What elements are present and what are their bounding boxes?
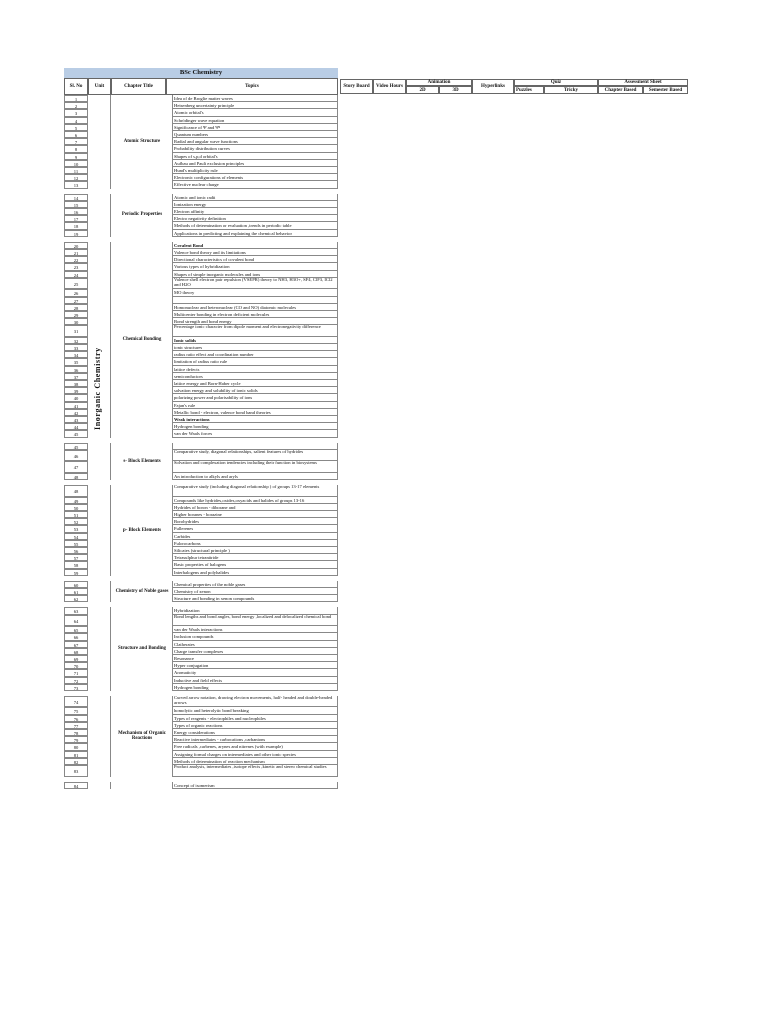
row-sl-no: 23 (64, 263, 88, 270)
chapter-block (110, 95, 111, 189)
table-row (64, 450, 338, 462)
table-row (64, 569, 338, 576)
row-topic: Shapes of s,p,d orbital's (172, 153, 338, 160)
row-sl-no: 57 (64, 554, 88, 561)
row-sl-no: 84 (64, 782, 88, 789)
row-sl-no: 54 (64, 533, 88, 540)
chapter-block (110, 443, 111, 480)
table-row (64, 743, 338, 750)
chapter-block (110, 782, 111, 789)
row-topic: Electro negativity definition (172, 215, 338, 222)
chapter-title: Atomic Structure (123, 139, 161, 145)
table-row (64, 304, 338, 311)
row-topic: Borohydrides (172, 518, 338, 525)
row-topic: Chemistry of xenon (172, 588, 338, 595)
row-topic: Weak interactions (172, 416, 338, 423)
row-sl-no: 20 (64, 242, 88, 249)
table-row (64, 547, 338, 554)
table-row (64, 648, 338, 655)
row-sl-no: 43 (64, 416, 88, 423)
table-row (64, 633, 338, 640)
table-row (64, 95, 338, 102)
row-sl-no: 41 (64, 402, 88, 409)
row-topic: Free radicals ,carbenes, arynes and nitrenes (with example) (172, 743, 338, 750)
table-row (64, 540, 338, 547)
row-topic: Aromaticity (172, 669, 338, 676)
table-row (64, 677, 338, 684)
table-row (64, 581, 338, 588)
chapter-block (110, 485, 111, 576)
row-sl-no: 77 (64, 722, 88, 729)
row-sl-no: 16 (64, 208, 88, 215)
row-sl-no: 53 (64, 525, 88, 532)
row-sl-no: 12 (64, 174, 88, 181)
row-sl-no: 65 (64, 626, 88, 633)
row-topic: van der Waals interactions (172, 626, 338, 633)
table-row (64, 117, 338, 124)
table-row (64, 297, 338, 304)
table-row (64, 167, 338, 174)
chapter-block (110, 194, 111, 237)
row-topic: Hybridization (172, 607, 338, 614)
row-sl-no: 61 (64, 588, 88, 595)
chapter-title: Mechanism of Organic Reactions (118, 730, 166, 742)
row-sl-no: 69 (64, 655, 88, 662)
row-topic: salvation energy and solubility of ionic solids (172, 387, 338, 394)
table-row (64, 615, 338, 627)
row-sl-no: 7 (64, 138, 88, 145)
row-sl-no: 49 (64, 497, 88, 504)
table-row (64, 497, 338, 504)
table-row (64, 696, 338, 708)
table-row (64, 423, 338, 430)
row-sl-no: 52 (64, 518, 88, 525)
header-topics: Topics (166, 78, 338, 95)
row-topic: Atomic orbital's (172, 109, 338, 116)
table-row (64, 595, 338, 602)
table-row (64, 380, 338, 387)
row-topic: ionic structures (172, 344, 338, 351)
row-topic: limitation of radius ratio rule (172, 358, 338, 365)
table-row (64, 518, 338, 525)
row-topic (172, 297, 338, 304)
header-hyperlinks: Hyperlinks (472, 79, 514, 94)
row-sl-no: 51 (64, 511, 88, 518)
row-topic: Assigning formal charges on intermediates and other ionic species (172, 751, 338, 758)
table-row (64, 109, 338, 116)
row-topic: Hyper conjugation (172, 662, 338, 669)
row-topic: Electronic configurations of elements (172, 174, 338, 181)
table-row (64, 722, 338, 729)
row-topic: Methods of determination of reaction mechanism (172, 758, 338, 765)
row-topic: Various types of hybridization (172, 263, 338, 270)
row-topic: Significance of Ψ and Ψ² (172, 124, 338, 131)
row-topic: Electron affinity (172, 208, 338, 215)
table-row (64, 271, 338, 278)
table-row (64, 485, 338, 497)
row-topic: Bond lengths and bond angles, bond energy ,localized and delocalized chemical bond (172, 615, 338, 627)
table-row (64, 145, 338, 152)
table-row (64, 124, 338, 131)
row-sl-no: 45 (64, 443, 88, 450)
row-topic: Multicenter bonding in electron deficient molecules (172, 311, 338, 318)
chapter-title: Periodic Properties (121, 212, 163, 218)
row-sl-no: 9 (64, 153, 88, 160)
table-row (64, 751, 338, 758)
table-row (64, 138, 338, 145)
row-sl-no: 10 (64, 160, 88, 167)
row-sl-no: 81 (64, 751, 88, 758)
table-row (64, 366, 338, 373)
row-sl-no: 58 (64, 561, 88, 568)
row-topic: Basic properties of halogens (172, 561, 338, 568)
row-topic: radius ratio effect and coordination number (172, 351, 338, 358)
row-sl-no: 18 (64, 222, 88, 229)
table-row (64, 561, 338, 568)
table-row (64, 662, 338, 669)
row-topic: Solvation and complexation tendencies including their function in biosystems (172, 461, 338, 473)
row-topic: Methods of determination or evaluation ,trends in periodic table (172, 222, 338, 229)
row-sl-no: 19 (64, 230, 88, 237)
row-sl-no: 4 (64, 117, 88, 124)
row-sl-no: 38 (64, 380, 88, 387)
table-row (64, 473, 338, 480)
row-topic: Types of reagents - electrophiles and nucleophiles (172, 715, 338, 722)
row-topic: Ionic solids (172, 337, 338, 344)
row-sl-no: 31 (64, 325, 88, 337)
row-topic: Inductive and field effects (172, 677, 338, 684)
table-row (64, 102, 338, 109)
table-row (64, 511, 338, 518)
row-topic: Compounds like hydrides,oxides,oxyacids and halides of groups 13-16 (172, 497, 338, 504)
row-sl-no: 70 (64, 662, 88, 669)
row-topic: Valence bond theory and its limitations (172, 249, 338, 256)
table-row (64, 669, 338, 676)
table-row (64, 707, 338, 714)
row-topic: Chemical properties of the noble gases (172, 581, 338, 588)
row-topic: Reactive intermediates - carbocations ,carbanions (172, 736, 338, 743)
table-row (64, 430, 338, 437)
row-topic: Structure and bonding in xenon compounds (172, 595, 338, 602)
table-row (64, 263, 338, 270)
row-topic: Hydrogen bonding (172, 684, 338, 691)
header-semester-based: Semester Based (643, 86, 688, 94)
row-sl-no: 67 (64, 641, 88, 648)
row-topic: Hund's multiplicity rule (172, 167, 338, 174)
chapter-title: Chemistry of Noble gases (115, 588, 169, 594)
row-topic: Heisenberg uncertainty principle (172, 102, 338, 109)
row-topic: Effective nuclear charge (172, 181, 338, 188)
row-topic: Hydrides of boron - diborane and (172, 504, 338, 511)
row-topic: Carbides (172, 533, 338, 540)
chapter-block (110, 696, 111, 777)
row-sl-no: 13 (64, 181, 88, 188)
row-topic: Higher boranes - borazine (172, 511, 338, 518)
row-topic: Shapes of simple inorganic molecules and ions (172, 271, 338, 278)
table-row (64, 337, 338, 344)
row-sl-no: 6 (64, 131, 88, 138)
row-topic: Quantum numbers (172, 131, 338, 138)
header-tricky: Tricky (544, 86, 598, 94)
table-row (64, 289, 338, 296)
row-sl-no: 45 (64, 430, 88, 437)
chapter-title: p- Block Elements (122, 527, 162, 533)
row-topic: homolytic and heterolytic bond breaking (172, 707, 338, 714)
row-sl-no: 66 (64, 633, 88, 640)
row-sl-no: 37 (64, 373, 88, 380)
row-topic: Fullerenes (172, 525, 338, 532)
row-sl-no: 68 (64, 648, 88, 655)
row-sl-no: 26 (64, 289, 88, 296)
chapter-title: Structure and Bonding (117, 646, 166, 652)
table-row (64, 222, 338, 229)
chapter-block (110, 581, 111, 603)
row-topic: An introduction to alkyls and aryls (172, 473, 338, 480)
table-row (64, 325, 338, 337)
row-sl-no: 2 (64, 102, 88, 109)
row-sl-no: 17 (64, 215, 88, 222)
row-topic: Concept of isomerism (172, 782, 338, 789)
row-topic: lattice energy and Born-Haber cycle (172, 380, 338, 387)
row-topic: Comparative study (including diagonal relationship ) of groups 13-17 elements (172, 485, 338, 497)
table-row (64, 394, 338, 401)
row-topic: Atomic and ionic radii (172, 194, 338, 201)
table-row (64, 249, 338, 256)
row-topic: Idea of de Broglie matter waves (172, 95, 338, 102)
row-topic: Radial and angular wave functions (172, 138, 338, 145)
row-topic: Interhalogens and polyhalides (172, 569, 338, 576)
sheet-title: BSc Chemistry (64, 68, 338, 78)
header-2d: 2D (406, 86, 439, 94)
row-sl-no: 56 (64, 547, 88, 554)
row-sl-no: 55 (64, 540, 88, 547)
table-row (64, 782, 338, 789)
row-sl-no: 82 (64, 758, 88, 765)
row-sl-no: 11 (64, 167, 88, 174)
table-row (64, 554, 338, 561)
row-topic (172, 443, 338, 450)
row-topic: Inclusion compounds (172, 633, 338, 640)
row-topic: Silicates (structural principle ) (172, 547, 338, 554)
row-sl-no: 73 (64, 684, 88, 691)
row-sl-no: 46 (64, 450, 88, 462)
table-row (64, 201, 338, 208)
row-sl-no: 33 (64, 344, 88, 351)
row-topic: Fulorocarbons (172, 540, 338, 547)
table-row (64, 641, 338, 648)
row-topic: Ionization energy (172, 201, 338, 208)
row-sl-no: 25 (64, 278, 88, 290)
table-row (64, 765, 338, 777)
table-row (64, 230, 338, 237)
row-sl-no: 32 (64, 337, 88, 344)
header-chapter-based: Chapter Based (598, 86, 643, 94)
header-quiz: Quiz (514, 79, 598, 86)
row-sl-no: 42 (64, 409, 88, 416)
table-row (64, 208, 338, 215)
row-sl-no: 39 (64, 387, 88, 394)
table-row (64, 344, 338, 351)
table-row (64, 373, 338, 380)
row-topic: Aufbau and Pauli exclusion principles (172, 160, 338, 167)
row-sl-no: 79 (64, 736, 88, 743)
header-unit: Unit (88, 78, 111, 95)
table-row (64, 588, 338, 595)
row-sl-no: 75 (64, 707, 88, 714)
row-sl-no: 8 (64, 145, 88, 152)
row-topic: lattice defects (172, 366, 338, 373)
table-row (64, 607, 338, 614)
table-row (64, 729, 338, 736)
row-sl-no: 44 (64, 423, 88, 430)
table-row (64, 416, 338, 423)
row-sl-no: 28 (64, 304, 88, 311)
row-sl-no: 50 (64, 504, 88, 511)
chapter-title: Chemical Bonding (122, 337, 162, 342)
row-sl-no: 63 (64, 607, 88, 614)
table-row (64, 758, 338, 765)
row-sl-no: 15 (64, 201, 88, 208)
row-sl-no: 59 (64, 569, 88, 576)
row-sl-no: 64 (64, 615, 88, 627)
table-row (64, 443, 338, 450)
table-row (64, 181, 338, 188)
row-topic: Applications in predicting and explaining the chemical behavior (172, 230, 338, 237)
unit-label-inorganic: Inorganic Chemistry (93, 347, 102, 430)
table-row (64, 242, 338, 249)
row-topic: Hydrogen bonding (172, 423, 338, 430)
row-sl-no: 36 (64, 366, 88, 373)
row-sl-no: 24 (64, 271, 88, 278)
row-topic: Covalent Bond (172, 242, 338, 249)
row-sl-no: 71 (64, 669, 88, 676)
table-row (64, 504, 338, 511)
table-row (64, 278, 338, 290)
row-topic: polarizing power and polarisability of ions (172, 394, 338, 401)
row-sl-no: 34 (64, 351, 88, 358)
table-row (64, 533, 338, 540)
row-topic: Curved arrow notation, drawing electron movements, half- headed and double-headed arrows (172, 696, 338, 708)
row-topic: Fajan's rule (172, 402, 338, 409)
chapter-title: s- Block Elements (123, 458, 161, 464)
row-sl-no: 83 (64, 765, 88, 777)
chapter-block (110, 607, 111, 691)
table-row (64, 351, 338, 358)
table-row (64, 215, 338, 222)
header-chapter-title: Chapter Title (111, 78, 166, 95)
row-topic: van der Waals forces (172, 430, 338, 437)
table-row (64, 387, 338, 394)
row-topic: Types of organic reactions (172, 722, 338, 729)
row-sl-no: 40 (64, 394, 88, 401)
row-topic: Valence shell electron pair repulsion (VSEPR) theory to NH3, H3O+, SF4, ClF3, ICl2 and H2O (172, 278, 338, 290)
row-topic: Energy considerations (172, 729, 338, 736)
header-puzzles: Puzzles (514, 86, 544, 94)
header-animation: Animation (406, 79, 472, 86)
row-topic: Comparative study, diagonal relationships, salient features of hydrides (172, 450, 338, 462)
table-row (64, 160, 338, 167)
row-sl-no: 27 (64, 297, 88, 304)
row-sl-no: 29 (64, 311, 88, 318)
table-row (64, 402, 338, 409)
table-row (64, 311, 338, 318)
table-row (64, 318, 338, 325)
row-topic: Resonance (172, 655, 338, 662)
row-topic: Metallic bond - electron, valence bond band theories (172, 409, 338, 416)
header-sl-no: Sl. No (64, 78, 88, 95)
row-topic: Percentage ionic character from dipole moment and electronegativity difference (172, 325, 338, 337)
row-topic: Clatherates (172, 641, 338, 648)
table-row (64, 131, 338, 138)
row-topic: Tetrasulphur tetranitride (172, 554, 338, 561)
table-row (64, 256, 338, 263)
table-row (64, 626, 338, 633)
row-sl-no: 60 (64, 581, 88, 588)
table-row (64, 358, 338, 365)
row-topic: Schrödinger wave equation (172, 117, 338, 124)
header-story-board: Story Board (340, 79, 373, 94)
row-sl-no: 30 (64, 318, 88, 325)
row-topic: Directional characteristics of covalent bond (172, 256, 338, 263)
row-sl-no: 80 (64, 743, 88, 750)
table-row (64, 655, 338, 662)
row-topic: semiconductors (172, 373, 338, 380)
header-video-hours: Video Hours (373, 79, 406, 94)
row-sl-no: 35 (64, 358, 88, 365)
row-topic: Product analysis, intermediates ,isotope effects ,kinetic and stereo chemical studies (172, 765, 338, 777)
table-row (64, 409, 338, 416)
row-sl-no: 22 (64, 256, 88, 263)
table-row (64, 715, 338, 722)
row-topic: MO theory (172, 289, 338, 296)
row-topic: Probability distribution curves (172, 145, 338, 152)
row-topic: Homonuclear and heteronuclear (CO and NO) diatomic molecules (172, 304, 338, 311)
row-sl-no: 48 (64, 473, 88, 480)
table-row (64, 194, 338, 201)
row-sl-no: 14 (64, 194, 88, 201)
row-sl-no: 5 (64, 124, 88, 131)
row-sl-no: 72 (64, 677, 88, 684)
header-assessment-sheet: Assessment Sheet (598, 79, 688, 86)
header-3d: 3D (439, 86, 472, 94)
row-sl-no: 74 (64, 696, 88, 708)
row-sl-no: 21 (64, 249, 88, 256)
row-sl-no: 48 (64, 485, 88, 497)
table-row (64, 736, 338, 743)
table-row (64, 684, 338, 691)
row-sl-no: 3 (64, 109, 88, 116)
table-row (64, 461, 338, 473)
table-row (64, 153, 338, 160)
row-sl-no: 62 (64, 595, 88, 602)
row-sl-no: 47 (64, 461, 88, 473)
row-sl-no: 1 (64, 95, 88, 102)
table-row (64, 174, 338, 181)
row-sl-no: 78 (64, 729, 88, 736)
row-sl-no: 76 (64, 715, 88, 722)
chapter-block (110, 242, 111, 438)
row-topic: Bond strength and bond energy (172, 318, 338, 325)
row-topic: Charge transfer complexes (172, 648, 338, 655)
table-row (64, 525, 338, 532)
